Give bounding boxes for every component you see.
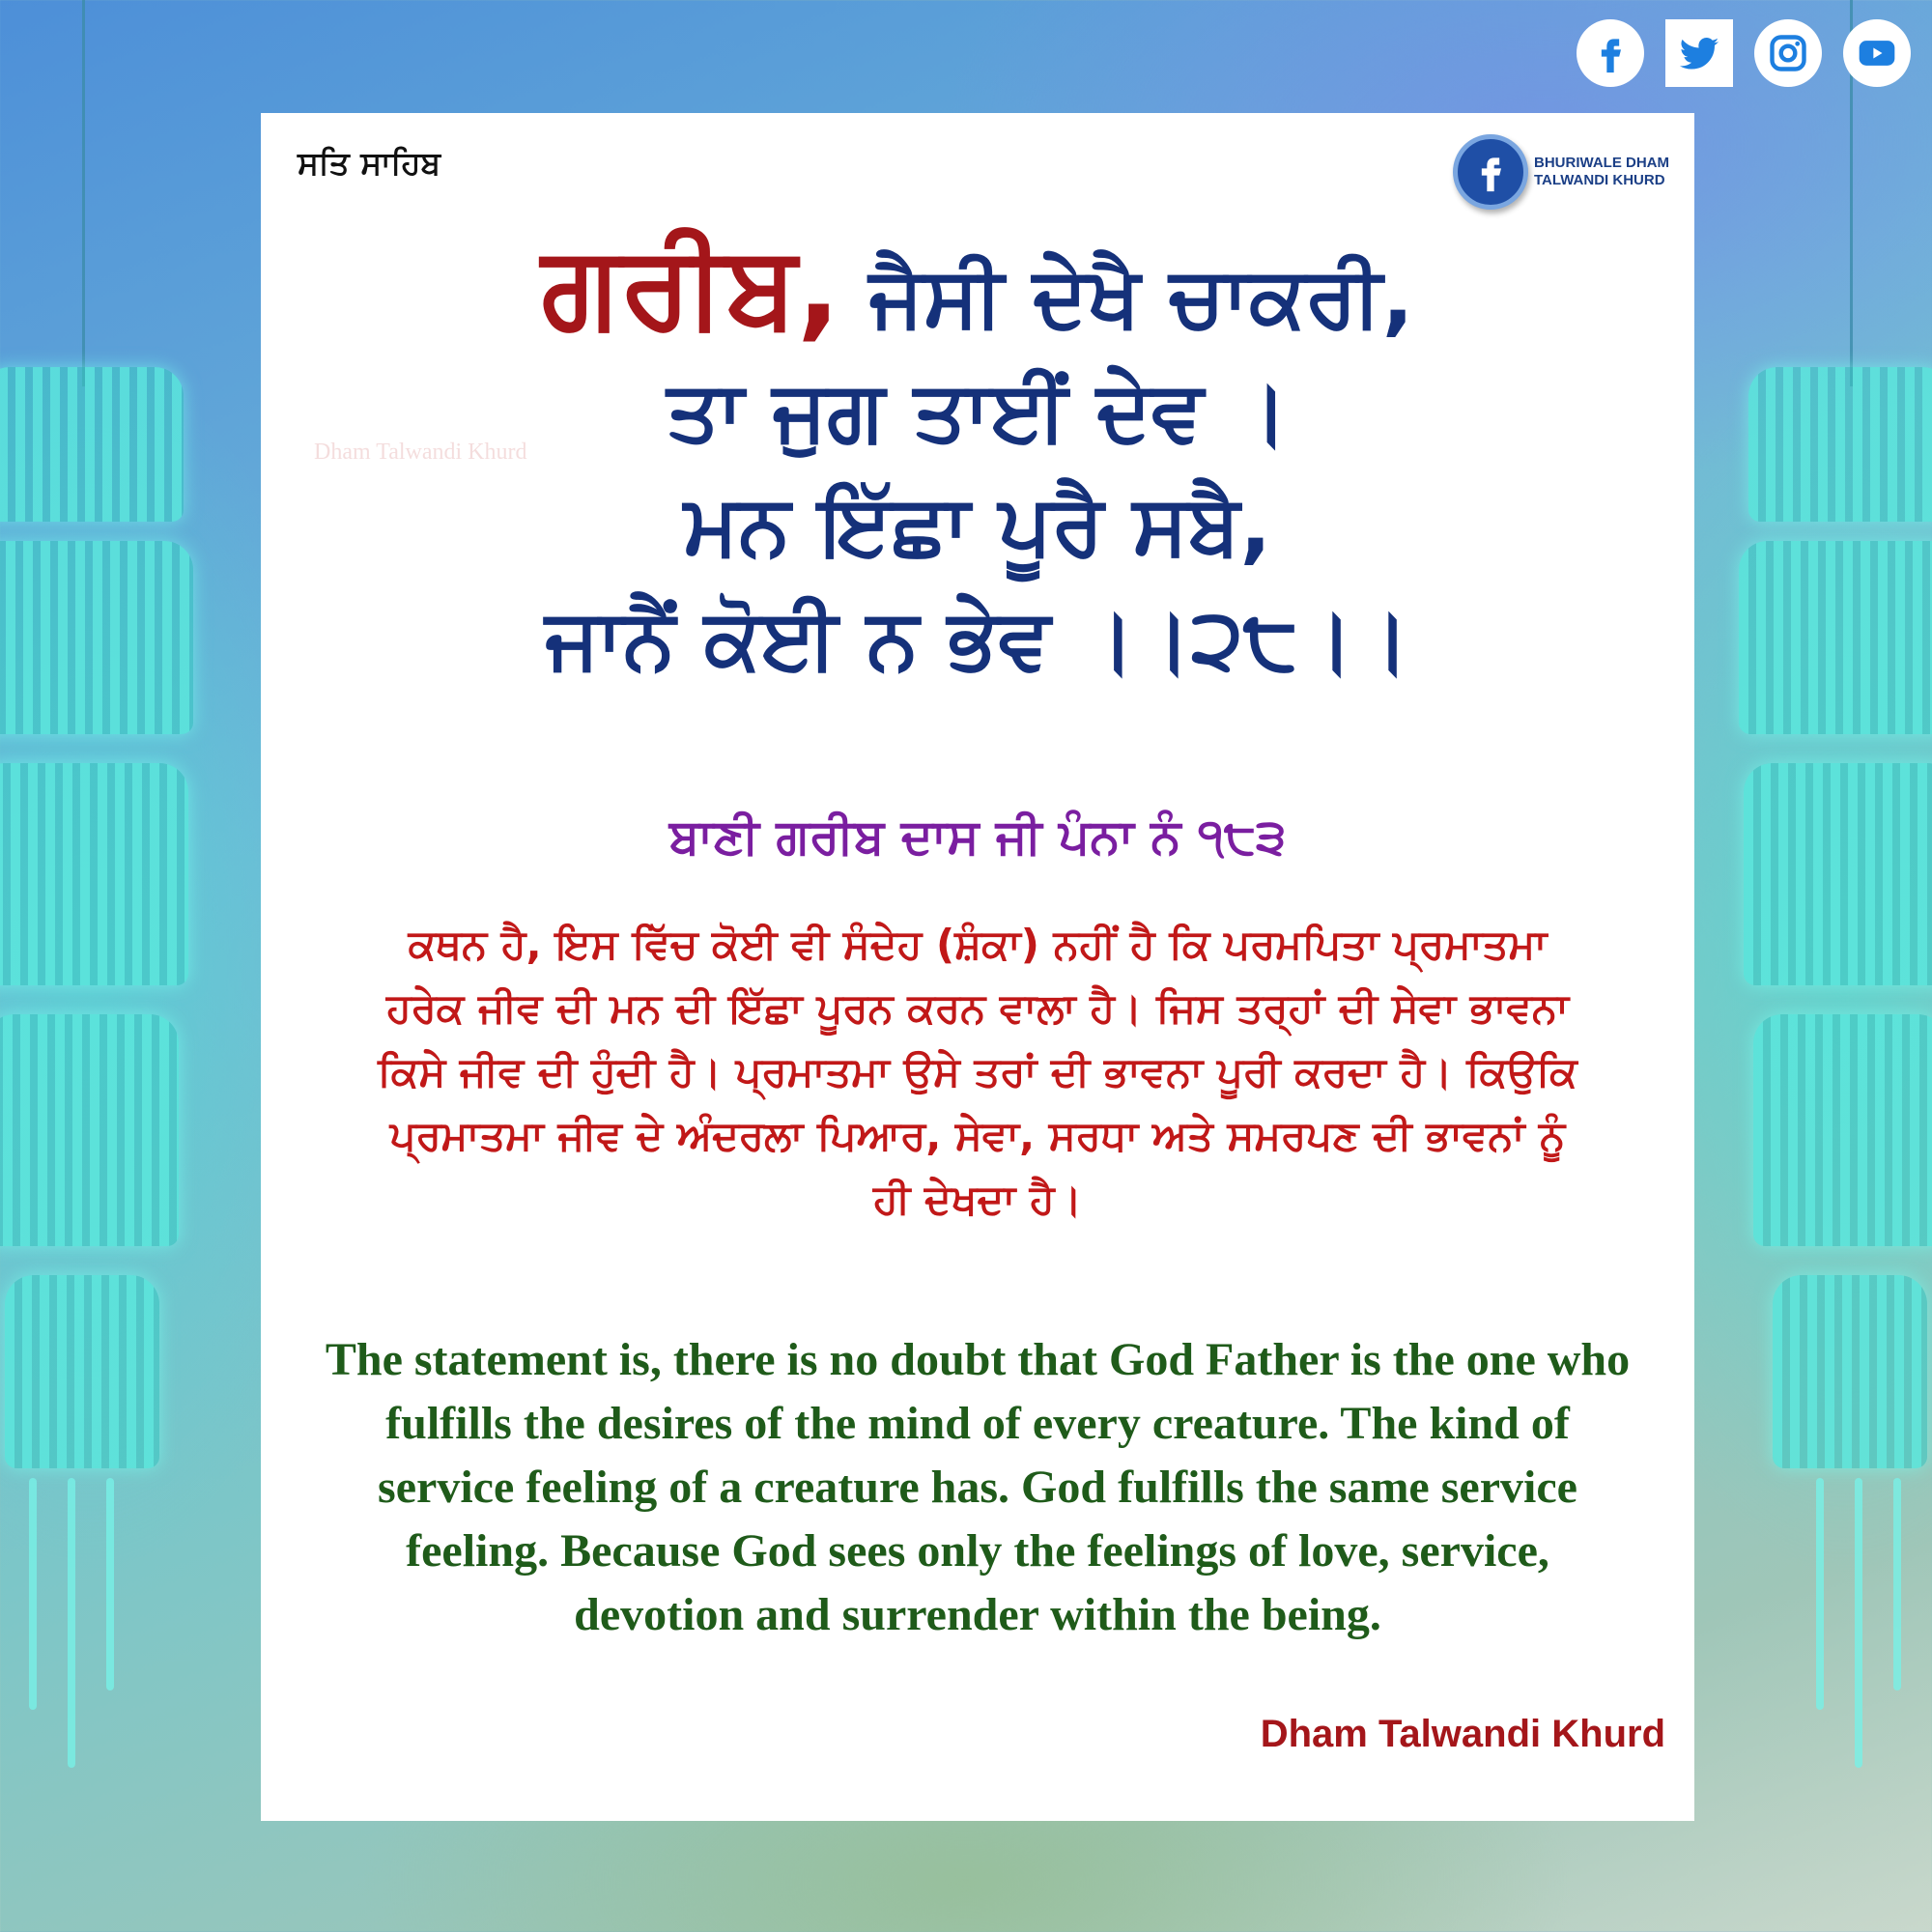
english-explanation: The statement is, there is no doubt that God Father is the one who fulfills the desires of the mind of every creature. The kind of service feeling of a creature has. God fulfills the same service feeling. Because God sees only the feelings of love, service, devotion and surrender within the being. — [325, 1334, 1631, 1640]
verse-line-1 — [261, 219, 1694, 355]
verse-source: ਬਾਣੀ ਗਰੀਬ ਦਾਸ ਜੀ ਪੰਨਾ ਨੰ ੧੮੩ — [668, 809, 1287, 865]
lantern-tier — [1753, 1014, 1932, 1246]
lantern-tier — [5, 1275, 159, 1468]
facebook-icon[interactable] — [1577, 19, 1644, 87]
brand-badge[interactable] — [1453, 134, 1669, 210]
social-icons — [1577, 19, 1911, 87]
lantern-tassel — [1855, 1478, 1862, 1768]
twitter-icon[interactable] — [1665, 19, 1733, 87]
verse — [261, 219, 1694, 696]
brand-text — [1534, 155, 1669, 189]
right-lantern-decoration — [1729, 0, 1932, 1787]
lantern-tier — [0, 367, 184, 522]
verse-line-2: ਤਾ ਜੁਗ ਤਾਈਂ ਦੇਵ । — [667, 363, 1289, 460]
lantern-tier — [1773, 1275, 1927, 1468]
verse-highlight-word: ਗਰੀਬ, — [541, 219, 840, 353]
youtube-icon[interactable] — [1843, 19, 1911, 87]
lantern-tier — [1748, 367, 1932, 522]
brand-line-2: TALWANDI KHURD — [1534, 172, 1665, 188]
verse-line-4: ਜਾਨੈਂ ਕੋਈ ਨ ਭੇਵ ।।੨੮।। — [545, 591, 1410, 688]
lantern-tassel — [106, 1478, 114, 1690]
left-lantern-decoration — [0, 0, 203, 1787]
lantern-tier — [0, 763, 188, 985]
brand-line-1: BHURIWALE DHAM — [1534, 155, 1669, 171]
punjabi-explanation: ਕਥਨ ਹੈ, ਇਸ ਵਿੱਚ ਕੋਈ ਵੀ ਸੰਦੇਹ (ਸ਼ੰਕਾ) ਨਹੀਂ ਹੈ ਕਿ ਪਰਮਪਿਤਾ ਪ੍ਰਮਾਤਮਾ ਹਰੇਕ ਜੀਵ ਦੀ ਮਨ ਦੀ ਇੱਛਾ ਪੂਰਨ ਕਰਨ ਵਾਲਾ ਹੈ। ਜਿਸ ਤਰ੍ਹਾਂ ਦੀ ਸੇਵਾ ਭਾਵਨਾ ਕਿਸੇ ਜੀਵ ਦੀ ਹੁੰਦੀ ਹੈ। ਪ੍ਰਮਾਤਮਾ ਉਸੇ ਤਰਾਂ ਦੀ ਭਾਵਨਾ ਪੂਰੀ ਕਰਦਾ ਹੈ। ਕਿਉਕਿ ਪ੍ਰਮਾਤਮਾ ਜੀਵ ਦੇ ਅੰਦਰਲਾ ਪਿਆਰ, ਸੇਵਾ, ਸਰਧਾ ਅਤੇ ਸਮਰਪਣ ਦੀ ਭਾਵਨਾਂ ਨੂੰ ਹੀ ਦੇਖਦਾ ਹੈ। — [378, 921, 1577, 1223]
lantern-tassel — [1816, 1478, 1824, 1710]
lantern-tier — [0, 541, 193, 734]
quote-card — [261, 113, 1694, 1821]
lantern-tassel — [1893, 1478, 1901, 1690]
lantern-string — [82, 0, 85, 386]
lantern-tier — [1739, 541, 1932, 734]
footer-credit: Dham Talwandi Khurd — [1260, 1713, 1665, 1755]
verse-line-1-rest: ਜੈਸੀ ਦੇਖੈ ਚਾਕਰੀ, — [839, 249, 1414, 346]
lantern-tier — [1744, 763, 1932, 985]
top-left-salutation: ਸਤਿ ਸਾਹਿਬ — [298, 144, 441, 182]
watermark: Dham Talwandi Khurd — [314, 440, 527, 465]
lantern-tier — [0, 1014, 179, 1246]
verse-line-3: ਮਨ ਇੱਛਾ ਪੂਰੈ ਸਬੈ, — [683, 477, 1272, 574]
facebook-logo-icon — [1453, 134, 1528, 210]
instagram-icon[interactable] — [1754, 19, 1822, 87]
lantern-tassel — [29, 1478, 37, 1710]
lantern-tassel — [68, 1478, 75, 1768]
